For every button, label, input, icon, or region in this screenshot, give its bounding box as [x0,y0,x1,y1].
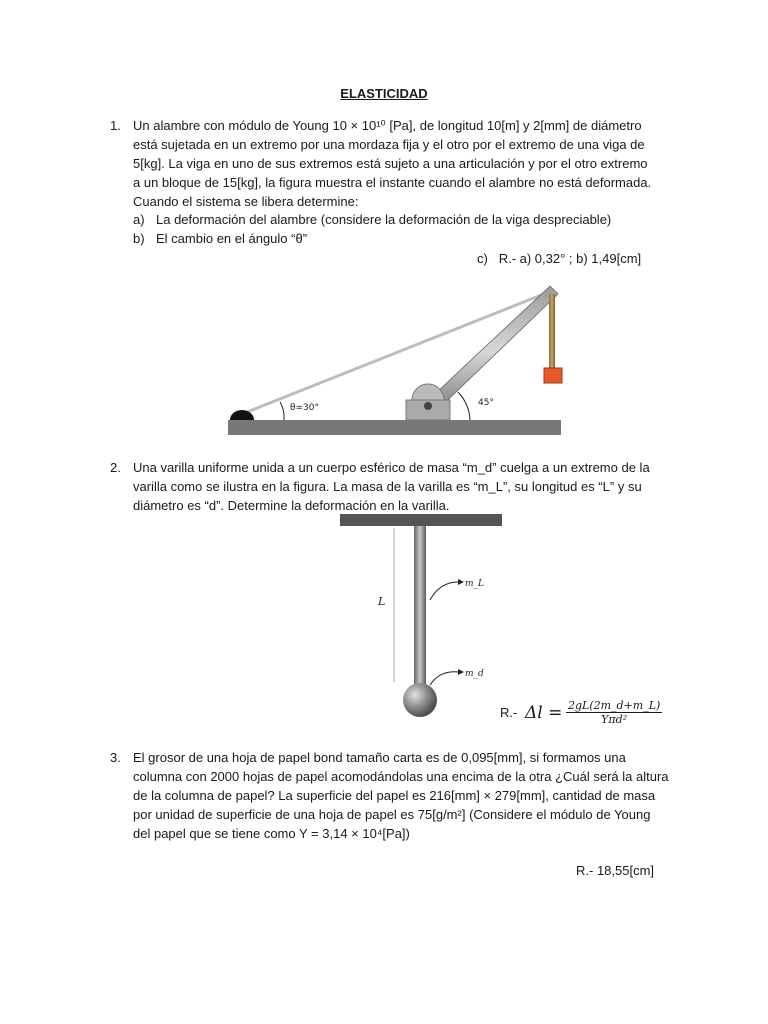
problem-1-line: Un alambre con módulo de Young 10 × 10¹⁰ [Pa], de longitud 10[m] y 2[mm] de diámetro [133,118,642,133]
problem-2-line: diámetro es “d”. Determine la deformación en la varilla. [133,498,450,513]
rod-mass-arrowhead [458,579,464,585]
hinge-pin [424,402,432,410]
figure-hanging-rod [335,510,515,725]
problem-3-line: del papel que se tiene como Y = 3,14 × 10⁴[Pa]) [133,826,410,841]
problem-3-line: columna con 2000 hojas de papel acomodándolas una encima de la otra ¿Cuál será la altura [133,769,669,784]
problem-3-answer: R.- 18,55[cm] [576,863,655,878]
theta-label: θ=30° [290,403,319,413]
problem-2-line: varilla como se ilustra en la figura. La masa de la varilla es “m_L”, su longitud es “L” y su [133,479,642,494]
problem-3-line: El grosor de una hoja de papel bond tamaño carta es de 0,095[mm], si formamos una [133,750,626,765]
ceiling [340,514,502,526]
problem-3-text [133,748,669,843]
problem-1-text [133,116,658,211]
problem-1-item-b: b) El cambio en el ángulo “θ” [133,231,308,246]
problem-1-number: 1. [110,118,121,133]
problem-1-line: Cuando el sistema se libera determine: [133,194,359,209]
length-label: L [378,595,386,608]
problem-2-number: 2. [110,460,121,475]
hinge [412,384,444,400]
theta-arc [280,402,284,420]
rope [549,294,555,370]
ground-slab [228,420,561,435]
rod [414,526,426,688]
problem-2-line: Una varilla uniforme unida a un cuerpo esférico de masa “m_d” cuelga a un extremo de la [133,460,650,475]
sphere-mass-arrow [430,672,458,685]
problem-3-line: de la columna de papel? La superficie del papel es 216[mm] × 279[mm], cantidad de masa [133,788,656,803]
problem-1-answer: c) R.- a) 0,32° ; b) 1,49[cm] [477,251,642,266]
sphere-mass-arrowhead [458,669,464,675]
angle-45-label: 45° [478,398,494,408]
sphere-mass-label: m_d [465,669,484,679]
wire [242,290,554,414]
block [544,368,562,383]
page-title: ELASTICIDAD [340,86,428,101]
figure-beam-wire [220,280,570,440]
problem-1-line: a un bloque de 15[kg], la figura muestra el instante cuando el alambre no está deformada. [133,175,652,190]
rod-mass-arrow [430,582,458,600]
problem-1-line: 5[kg]. La viga en uno de sus extremos está sujeto a una articulación y por el otro extremo [133,156,648,171]
problem-1-line: está sujetada en un extremo por una mordaza fija y el otro por el extremo de una viga de [133,137,645,152]
problem-2-text [133,458,658,515]
problem-3-line: por unidad de superficie de una hoja de papel es 75[g/m²] (Considere el módulo de Young [133,807,651,822]
rod-mass-label: m_L [465,579,485,589]
problem-3-number: 3. [110,750,121,765]
problem-2-answer: R.- Δl = $\frac{2gL(2m\_d+m\_L)}{\text{Yπd²}}$ [500,699,661,726]
answer-fraction: $\frac{2gL(2m\_d+m\_L)}{\text{Yπd²}}$ [567,699,661,726]
sphere [403,683,437,717]
problem-1-item-a: a) La deformación del alambre (considere la deformación de la viga despreciable) [133,212,612,227]
angle-45-arc [458,392,470,420]
